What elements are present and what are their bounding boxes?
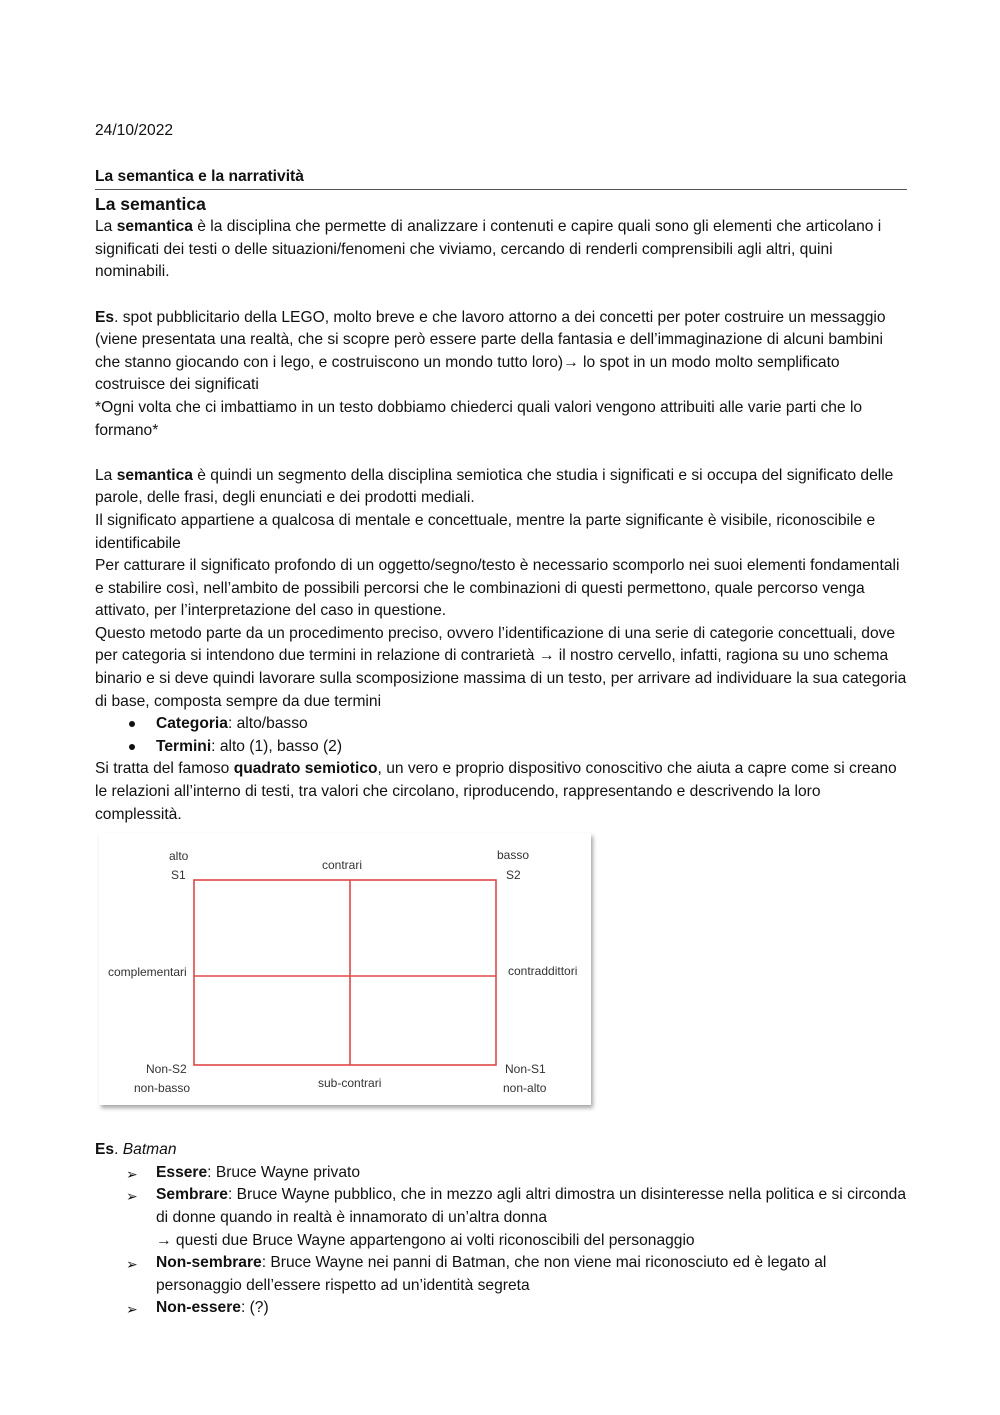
label-non-basso: non-basso xyxy=(134,1081,191,1096)
paragraph-scomposizione: Per catturare il significato profondo di un oggetto/segno/testo è necessario scomporlo nei suoi elementi fondamentali e stabilire così, nell’ambito de possibili percorsi che le combinazioni di questi permettono, quale percorso venga attivato, per l’interpretazione del caso in questione. xyxy=(95,557,900,620)
paragraph-metodo: Questo metodo parte da un procedimento preciso, ovvero l’identificazione di una serie di categorie concettuali, dove per categoria si intendono due termini in relazione di contrarietà → il nostro cervello, infatti, ragiona su uno schema binario e si deve quindi lavorare sulla scomposizione massima di un testo, per arrivare ad individuare la sua categoria di base, composta sempre da due termini xyxy=(95,624,907,710)
arrow-icon: → xyxy=(538,647,555,665)
list-item: ➢ Sembrare: Bruce Wayne pubblico, che in mezzo agli altri dimostra un disinteresse nella politica e si circonda di donne quando in realtà è innamorato di un’altra donna → questi due Bruce Wayne appartengono ai volti riconoscibili del personaggio xyxy=(126,1186,907,1249)
arrow-icon: → xyxy=(156,1231,172,1249)
label-non-s1: Non-S1 xyxy=(505,1062,546,1077)
paragraph-intro: La semantica è la disciplina che permette di analizzare i contenuti e capire quali sono gli elementi che articolano i significati dei testi o delle situazioni/fenomeni che viviamo, cercando di renderli comprensibili agli altri, quini nominabili. xyxy=(95,218,882,281)
label-sub-contrari: sub-contrari xyxy=(318,1076,382,1091)
arrowhead-bullet-icon: ➢ xyxy=(126,1301,138,1318)
date: 24/10/2022 xyxy=(95,122,174,139)
label-alto: alto xyxy=(169,849,189,864)
semiotic-square-figure xyxy=(99,833,591,1105)
arrowhead-bullet-icon: ➢ xyxy=(126,1165,138,1182)
paragraph-note: *Ogni volta che ci imbattiamo in un testo dobbiamo chiederci quali valori vengono attribuiti alle varie parti che lo formano* xyxy=(95,398,863,439)
paragraph-significato: Il significato appartiene a qualcosa di mentale e concettuale, mentre la parte significante è visibile, riconoscibile e identificabile xyxy=(95,511,876,552)
label-contraddittori: contraddittori xyxy=(508,964,578,979)
list-item: Termini: alto (1), basso (2) xyxy=(95,736,907,759)
label-complementari: complementari xyxy=(108,965,187,980)
list-item: ➢ Non-sembrare: Bruce Wayne nei panni di Batman, che non viene mai riconosciuto ed è legato al personaggio dell’essere rispetto ad un’identità segreta xyxy=(126,1254,827,1294)
label-contrari: contrari xyxy=(322,858,363,873)
square-lines xyxy=(194,880,496,1065)
paragraph-lego-example: Es. spot pubblicitario della LEGO, molto breve e che lavoro attorno a dei concetti per poter costruire un messaggio (viene presentata una realtà, che si scopre però essere parte della fantasia e dell’immaginazione di alcuni bambini che stanno giocando con i lego, e costruiscono un mondo tutto loro)→ lo spot in un modo molto semplificato costruisce dei significati xyxy=(95,308,886,394)
label-s1: S1 xyxy=(171,868,186,883)
arrowhead-bullet-icon: ➢ xyxy=(126,1256,138,1273)
square-outer xyxy=(194,880,496,1065)
arrowhead-bullet-icon: ➢ xyxy=(126,1188,138,1205)
paragraph-quadrato: Si tratta del famoso quadrato semiotico, un vero e proprio dispositivo conoscitivo che aiuta a capre come si creano le relazioni all’interno di testi, tra valori che circolano, riproducendo, rappresentando e descrivendo la loro complessità. xyxy=(95,760,897,823)
heading-semantica: La semantica xyxy=(95,194,206,215)
category-list xyxy=(95,713,907,758)
batman-example-title: Es. Batman xyxy=(95,1141,177,1159)
bullet-icon xyxy=(129,721,135,727)
list-item: ➢ Non-essere: (?) xyxy=(95,1297,907,1320)
section-title: La semantica e la narratività xyxy=(95,166,907,191)
list-item: Categoria: alto/basso xyxy=(95,713,907,736)
bullet-icon xyxy=(129,744,135,750)
semiotic-square-diagram xyxy=(99,833,591,1105)
arrow-icon: → xyxy=(563,353,579,371)
batman-list xyxy=(95,1162,907,1320)
label-non-alto: non-alto xyxy=(503,1081,547,1096)
label-non-s2: Non-S2 xyxy=(146,1062,187,1077)
list-item: ➢ Essere: Bruce Wayne privato xyxy=(95,1162,907,1185)
label-s2: S2 xyxy=(506,868,521,883)
document-page xyxy=(95,120,907,1320)
paragraph-semantica-segment: La semantica è quindi un segmento della disciplina semiotica che studia i significati e si occupa del significato delle parole, delle frasi, degli enunciati e dei prodotti mediali. xyxy=(95,466,894,507)
label-basso: basso xyxy=(497,848,530,863)
